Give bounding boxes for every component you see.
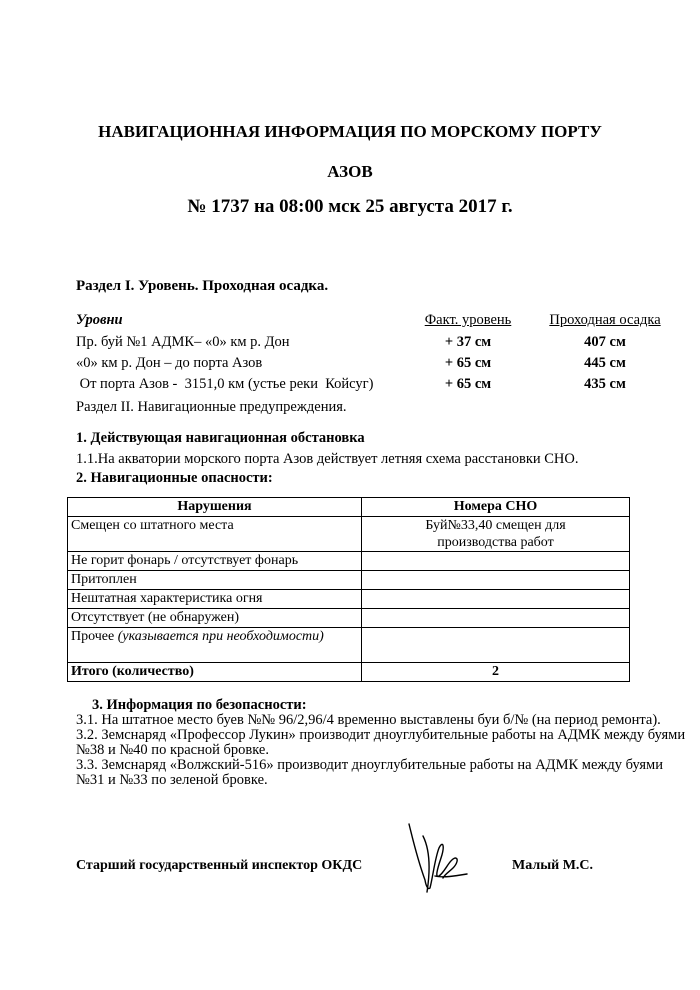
table-col-violations: Нарушения [68, 498, 362, 517]
numbers-cell [362, 552, 630, 571]
violation-cell: Нештатная характеристика огня [68, 590, 362, 609]
level-row-draft: 407 см [584, 334, 626, 350]
document-title: НАВИГАЦИОННАЯ ИНФОРМАЦИЯ ПО МОРСКОМУ ПОРТУ [98, 122, 602, 141]
total-label: Итого (количество) [68, 663, 362, 682]
handwritten-signature [395, 818, 475, 898]
level-row-name: От порта Азов - 3151,0 км (устье реки Койсуг) [76, 376, 374, 392]
level-row-name: «0» км р. Дон – до порта Азов [76, 355, 263, 371]
table-total-row [68, 663, 630, 682]
level-row-level: + 65 см [444, 376, 492, 392]
violation-cell: Не горит фонарь / отсутствует фонарь [68, 552, 362, 571]
level-row-draft: 445 см [584, 355, 626, 371]
numbers-cell: Буй№33,40 смещен для производства работ [362, 517, 630, 552]
table-row [68, 517, 630, 552]
levels-col-draft: Проходная осадка [549, 312, 661, 328]
table-row [68, 590, 630, 609]
section2-heading: Раздел II. Навигационные предупреждения. [76, 399, 347, 415]
safety-item: 3.2. Земснаряд «Профессор Лукин» производит дноуглубительные работы на АДМК между буями №38 и №40 по красной бровке. [76, 727, 686, 758]
level-row-name: Пр. буй №1 АДМК– «0» км р. Дон [76, 334, 290, 350]
violation-cell [68, 628, 362, 663]
level-row-level: + 37 см [444, 334, 492, 350]
table-row [68, 628, 630, 663]
safety-list [76, 713, 686, 788]
signer-position: Старший государственный инспектор ОКДС [76, 858, 363, 873]
safety-heading: 3. Информация по безопасности: [92, 697, 307, 713]
current-situation-text: 1.1.На акватории морского порта Азов действует летняя схема расстановки СНО. [76, 451, 579, 467]
violation-cell: Притоплен [68, 571, 362, 590]
numbers-cell [362, 590, 630, 609]
levels-col-name: Уровни [76, 312, 123, 328]
current-situation-heading: 1. Действующая навигационная обстановка [76, 430, 365, 446]
numbers-cell [362, 628, 630, 663]
safety-item: 3.3. Земснаряд «Волжский-516» производит дноуглубительные работы на АДМК между буями №31 и №33 по зеленой бровке. [76, 757, 663, 788]
levels-col-level: Факт. уровень [424, 312, 512, 328]
port-name: АЗОВ [327, 162, 373, 181]
violation-other-label: Прочее [71, 629, 118, 644]
table-col-numbers: Номера СНО [362, 498, 630, 517]
issue-line: № 1737 на 08:00 мск 25 августа 2017 г. [187, 196, 513, 217]
total-value: 2 [362, 663, 630, 682]
table-row [68, 552, 630, 571]
level-row-draft: 435 см [584, 376, 626, 392]
safety-item: 3.1. На штатное место буев №№ 96/2,96/4 временно выставлены буи б/№ (на период ремонта). [76, 712, 661, 728]
table-row [68, 609, 630, 628]
table-row [68, 571, 630, 590]
violation-other-note: (указывается при необходимости) [117, 629, 324, 644]
numbers-cell [362, 571, 630, 590]
hazards-table [67, 497, 630, 682]
section1-heading: Раздел I. Уровень. Проходная осадка. [76, 278, 329, 294]
violation-cell: Смещен со штатного места [68, 517, 362, 552]
signer-name: Малый М.С. [512, 858, 594, 873]
table-header-row [68, 498, 630, 517]
numbers-cell [362, 609, 630, 628]
level-row-level: + 65 см [444, 355, 492, 371]
hazards-heading: 2. Навигационные опасности: [76, 470, 273, 486]
violation-cell: Отсутствует (не обнаружен) [68, 609, 362, 628]
